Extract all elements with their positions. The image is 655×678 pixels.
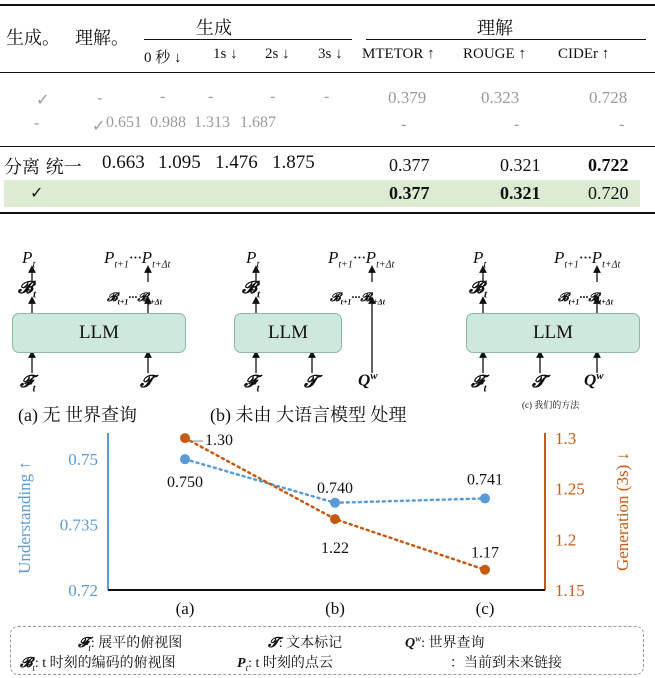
symbol-world-query: $Q^w$ xyxy=(358,370,378,390)
legend-q: $Q^w$: 世界查询 xyxy=(405,633,485,651)
symbol-f-t: 𝓕$_t$ xyxy=(244,372,260,395)
header-rouge: ROUGE ↑ xyxy=(463,46,526,62)
symbol-b-t: 𝓑$_t$ xyxy=(18,278,37,301)
data-point-understanding xyxy=(330,498,340,508)
caption-a: (a) 无 世界查询 xyxy=(18,405,137,425)
right-tick-label: 1.3 xyxy=(555,429,577,449)
symbol-p-future: $P_{t+1}\cdot\cdot\cdot P_{t+\Delta t}$ xyxy=(104,248,171,271)
x-tick-label: (a) xyxy=(175,599,195,618)
header-group-und: 理解 xyxy=(477,18,513,39)
header-1s: 1s ↓ xyxy=(213,46,238,62)
right-tick-label: 1.15 xyxy=(555,581,585,600)
symbol-text-tokens: 𝓣 xyxy=(140,372,154,391)
symbol-p-t: $P_t$ xyxy=(473,248,487,271)
symbol-f-t: 𝓕$_t$ xyxy=(20,372,36,395)
header-3s: 3s ↓ xyxy=(318,46,343,62)
legend-link: ：当前到未来链接 xyxy=(450,656,562,671)
x-tick-label: (b) xyxy=(325,599,345,618)
data-point-understanding xyxy=(180,454,190,464)
symbol-b-future: 𝓑$_{t+1}$···𝓑$_{t+\Delta t}$ xyxy=(107,290,162,307)
symbol-b-future: 𝓑$_{t+1}$···𝓑$_{t+\Delta t}$ xyxy=(330,290,385,307)
right-tick-label: 1.25 xyxy=(555,479,585,499)
caption-b: (b) 未由 大语言模型 处理 xyxy=(210,405,407,425)
data-point-generation xyxy=(180,433,190,443)
symbol-b-future: 𝓑$_{t+1}$···𝓑$_{t+\Delta t}$ xyxy=(558,290,613,307)
llm-box-b: LLM xyxy=(234,313,342,353)
header-cider: CIDEr ↑ xyxy=(558,46,610,62)
legend-t: 𝓣: 文本标记 xyxy=(268,636,343,651)
legend-f: 𝓕$_t$: 展平的俯视图 xyxy=(78,636,183,653)
data-label-understanding: 0.741 xyxy=(467,471,503,489)
symbol-f-t: 𝓕$_t$ xyxy=(471,372,487,395)
header-und-col: 理解。 xyxy=(75,28,129,49)
x-tick-label: (c) xyxy=(475,599,495,618)
header-2s: 2s ↓ xyxy=(265,46,290,62)
symbol-p-future: $P_{t+1}\cdot\cdot\cdot P_{t+\Delta t}$ xyxy=(328,248,395,271)
left-tick-label: 0.72 xyxy=(68,581,98,600)
symbol-b-t: 𝓑$_t$ xyxy=(469,278,488,301)
symbol-text-tokens: 𝓣 xyxy=(532,372,546,391)
data-label-understanding: 0.740 xyxy=(317,479,353,497)
symbol-b-t: 𝓑$_t$ xyxy=(242,278,261,301)
y-axis-title-left: Understanding ↑ xyxy=(15,461,34,574)
header-group-gen: 生成 xyxy=(196,18,232,39)
symbol-world-query: $Q^w$ xyxy=(584,370,604,390)
symbol-text-tokens: 𝓣 xyxy=(304,372,318,391)
left-tick-label: 0.75 xyxy=(68,450,98,470)
header-gen-col: 生成。 xyxy=(6,28,60,49)
legend-b: 𝓑$_t$: t 时刻的编码的俯视图 xyxy=(20,656,176,673)
caption-c: (c) 我们的方法 xyxy=(522,400,580,410)
header-meteor: MTETOR ↑ xyxy=(362,46,435,62)
left-tick-label: 0.735 xyxy=(59,515,98,535)
data-label-generation: 1.17 xyxy=(471,544,499,562)
llm-box-c: LLM xyxy=(466,313,640,353)
data-label-generation: 1.22 xyxy=(321,540,349,558)
symbol-p-future: $P_{t+1}\cdot\cdot\cdot P_{t+\Delta t}$ xyxy=(554,248,621,271)
llm-box-a: LLM xyxy=(12,313,186,353)
data-point-understanding xyxy=(480,493,490,503)
data-point-generation xyxy=(330,514,340,524)
symbol-p-t: $P_t$ xyxy=(22,248,36,271)
symbol-p-t: $P_t$ xyxy=(246,248,260,271)
y-axis-title-right: Generation (3s) ↓ xyxy=(613,452,632,571)
data-label-generation: 1.30 xyxy=(205,432,233,450)
legend-p: $P_t$: t 时刻的点云 xyxy=(237,656,333,673)
header-0s: 0 秒 ↓ xyxy=(144,50,182,66)
data-point-generation xyxy=(480,565,490,575)
data-label-understanding: 0.750 xyxy=(167,474,203,492)
right-tick-label: 1.2 xyxy=(555,530,577,550)
